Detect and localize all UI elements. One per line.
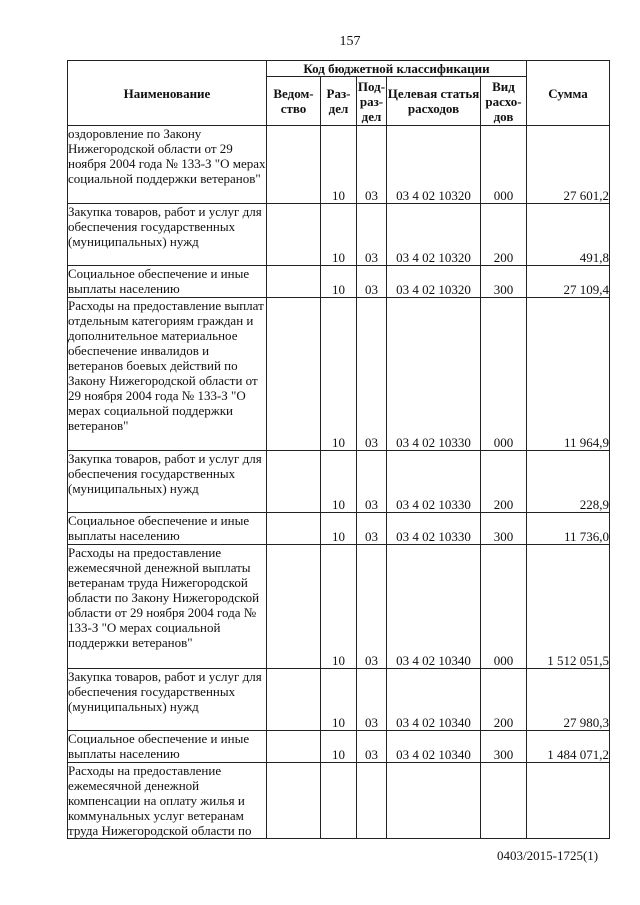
row-section: 10 (321, 545, 357, 669)
row-department (267, 204, 321, 266)
row-kind (481, 763, 527, 839)
row-amount: 491,8 (527, 204, 610, 266)
row-kind: 300 (481, 513, 527, 545)
row-department (267, 451, 321, 513)
row-department (267, 126, 321, 204)
row-name: оздоровление по Закону Нижегородской области от 29 ноября 2004 года № 133-З "О мерах социальной поддержки ветеранов" (68, 126, 267, 204)
row-department (267, 513, 321, 545)
row-subsection: 03 (357, 204, 387, 266)
row-section: 10 (321, 731, 357, 763)
header-name: Наименование (68, 61, 267, 126)
header-department: Ведом-ство (267, 77, 321, 126)
row-name: Закупка товаров, работ и услуг для обеспечения государственных (муниципальных) нужд (68, 451, 267, 513)
page-number: 157 (339, 34, 361, 49)
row-kind: 000 (481, 298, 527, 451)
row-amount: 1 484 071,2 (527, 731, 610, 763)
row-amount: 27 109,4 (527, 266, 610, 298)
row-amount: 228,9 (527, 451, 610, 513)
row-target: 03 4 02 10330 (387, 298, 481, 451)
header-kind: Вид расхо-дов (481, 77, 527, 126)
header-section: Раз-дел (321, 77, 357, 126)
row-subsection: 03 (357, 513, 387, 545)
row-name: Расходы на предоставление ежемесячной денежной выплаты ветеранам труда Нижегородской области по Закону Нижегородской области от 29 ноября 2004 года № 133-З "О мерах социальной поддержки ветеранов" (68, 545, 267, 669)
row-department (267, 731, 321, 763)
row-target: 03 4 02 10320 (387, 204, 481, 266)
row-section: 10 (321, 298, 357, 451)
table-row (68, 731, 610, 763)
row-amount: 11 964,9 (527, 298, 610, 451)
table-row (68, 669, 610, 731)
row-target: 03 4 02 10330 (387, 451, 481, 513)
row-subsection: 03 (357, 669, 387, 731)
row-subsection: 03 (357, 545, 387, 669)
table-row (68, 763, 610, 839)
row-department (267, 298, 321, 451)
row-target: 03 4 02 10320 (387, 126, 481, 204)
row-amount (527, 763, 610, 839)
header-subsection: Под-раз-дел (357, 78, 386, 124)
row-kind: 200 (481, 669, 527, 731)
row-amount: 11 736,0 (527, 513, 610, 545)
row-target: 03 4 02 10320 (387, 266, 481, 298)
row-name: Социальное обеспечение и иные выплаты населению (68, 513, 267, 545)
row-name: Закупка товаров, работ и услуг для обеспечения государственных (муниципальных) нужд (68, 669, 267, 731)
row-section (321, 763, 357, 839)
budget-table (67, 60, 610, 839)
row-section: 10 (321, 513, 357, 545)
row-department (267, 266, 321, 298)
row-name: Расходы на предоставление выплат отдельным категориям граждан и дополнительное материальное обеспечение инвалидов и ветеранов боевых действий по Закону Нижегородской области от 29 ноября 2004 года № 133-З "О мерах социальной поддержки ветеранов" (68, 298, 267, 451)
row-section: 10 (321, 451, 357, 513)
row-name: Закупка товаров, работ и услуг для обеспечения государственных (муниципальных) нужд (68, 204, 267, 266)
row-department (267, 669, 321, 731)
row-kind: 000 (481, 126, 527, 204)
header-target: Целевая статья расходов (387, 77, 481, 126)
row-department (267, 545, 321, 669)
row-kind: 200 (481, 451, 527, 513)
header-amount: Сумма (527, 61, 610, 126)
row-section: 10 (321, 126, 357, 204)
row-subsection: 03 (357, 298, 387, 451)
row-target: 03 4 02 10330 (387, 513, 481, 545)
row-target: 03 4 02 10340 (387, 669, 481, 731)
row-subsection: 03 (357, 126, 387, 204)
table-row (68, 451, 610, 513)
row-kind: 200 (481, 204, 527, 266)
row-subsection: 03 (357, 731, 387, 763)
row-amount: 1 512 051,5 (527, 545, 610, 669)
table-row (68, 545, 610, 669)
row-department (267, 763, 321, 839)
header-code-group: Код бюджетной классификации (267, 61, 527, 77)
row-amount: 27 601,2 (527, 126, 610, 204)
row-name: Социальное обеспечение и иные выплаты населению (68, 731, 267, 763)
table-row (68, 204, 610, 266)
row-target: 03 4 02 10340 (387, 731, 481, 763)
row-kind: 300 (481, 266, 527, 298)
row-section: 10 (321, 204, 357, 266)
row-kind: 000 (481, 545, 527, 669)
row-subsection: 03 (357, 266, 387, 298)
row-kind: 300 (481, 731, 527, 763)
row-subsection: 03 (357, 451, 387, 513)
row-section: 10 (321, 669, 357, 731)
row-amount: 27 980,3 (527, 669, 610, 731)
table-row (68, 266, 610, 298)
row-subsection (357, 763, 387, 839)
row-name: Расходы на предоставление ежемесячной денежной компенсации на оплату жилья и коммунальных услуг ветеранам труда Нижегородской области по (68, 763, 267, 839)
document-code: 0403/2015-1725(1) (497, 848, 599, 863)
row-target: 03 4 02 10340 (387, 545, 481, 669)
table-row (68, 513, 610, 545)
row-target (387, 763, 481, 839)
row-name: Социальное обеспечение и иные выплаты населению (68, 266, 267, 298)
table-row (68, 298, 610, 451)
table-row (68, 126, 610, 204)
row-section: 10 (321, 266, 357, 298)
